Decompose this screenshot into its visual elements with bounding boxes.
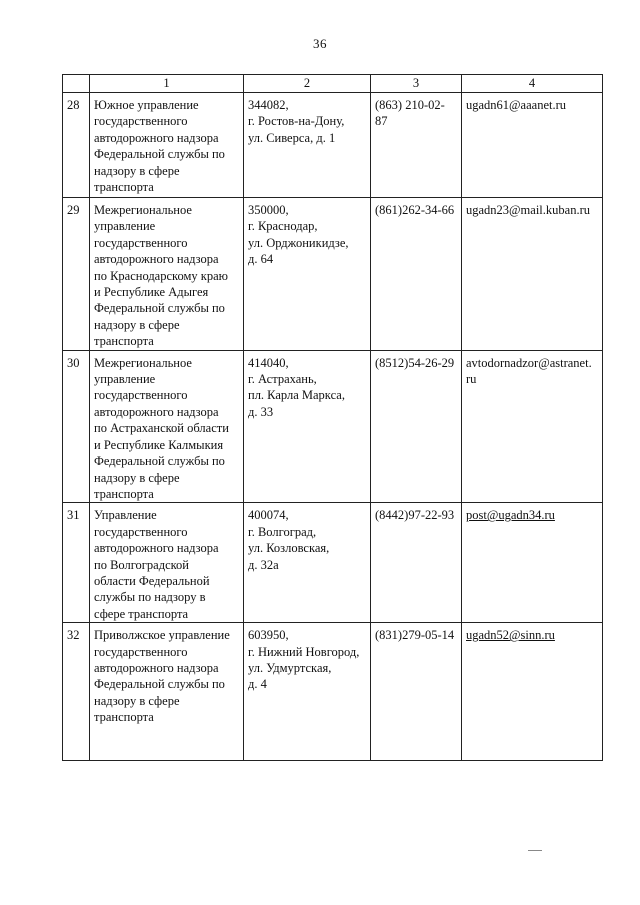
organization-name-text: Приволжское управление государственного автодорожного надзора Федеральной службы по надзору в сфере транспорта: [94, 628, 230, 725]
postal-address: [244, 198, 371, 351]
postal-address: [244, 350, 371, 503]
phone-number-text: (8442)97-22-93: [375, 508, 455, 523]
phone-number-text: (8512)54-26-29: [375, 355, 455, 370]
table-row: [63, 623, 603, 761]
email-address: [462, 198, 603, 351]
postal-address-text: 350000, г. Краснодар, ул. Орджоникидзе, д. 64: [248, 203, 349, 267]
table-row: [63, 93, 603, 198]
table-row: [63, 350, 603, 503]
organization-name: [90, 198, 244, 351]
organization-name-text: Межрегиональное управление государственного автодорожного надзора по Астраханской области и Республике Калмыкия Федеральной службы по надзору в сфере транспорта: [94, 355, 229, 501]
organization-name-text: Южное управление государственного автодорожного надзора Федеральной службы по надзору в сфере транспорта: [94, 98, 225, 195]
email-link[interactable]: ugadn52@sinn.ru: [466, 628, 555, 643]
postal-address-text: 344082, г. Ростов-на-Дону, ул. Сиверса, д. 1: [248, 98, 345, 145]
row-number: 31: [63, 503, 90, 623]
scan-mark: [528, 850, 542, 851]
postal-address: [244, 93, 371, 198]
header-cell-1: 1: [90, 75, 244, 93]
email-address: [462, 503, 603, 623]
email-link[interactable]: post@ugadn34.ru: [466, 508, 555, 523]
organization-name-text: Управление государственного автодорожного надзора по Волгоградской области Федеральной службы по надзору в сфере транспорта: [94, 508, 219, 621]
phone-number-text: (863) 210-02- 87: [375, 98, 445, 129]
phone-number: [371, 623, 462, 761]
header-row: [63, 75, 603, 93]
row-number: 29: [63, 198, 90, 351]
page-number: 36: [313, 36, 327, 51]
postal-address-text: 414040, г. Астрахань, пл. Карла Маркса, д. 33: [248, 355, 345, 419]
header-cell-num: [63, 75, 90, 93]
table-row: [63, 503, 603, 623]
postal-address: [244, 503, 371, 623]
phone-number-text: (831)279-05-14: [375, 628, 455, 643]
organization-name: [90, 93, 244, 198]
phone-number: [371, 503, 462, 623]
phone-number: [371, 350, 462, 503]
email-address-text: ugadn23@mail.kuban.ru: [466, 203, 590, 217]
organization-name: [90, 623, 244, 761]
postal-address-text: 400074, г. Волгоград, ул. Козловская, д. 32а: [248, 508, 330, 572]
postal-address-text: 603950, г. Нижний Новгород, ул. Удмуртская, д. 4: [248, 628, 360, 692]
email-address: [462, 623, 603, 761]
organization-name: [90, 350, 244, 503]
row-number: 32: [63, 623, 90, 761]
phone-number-text: (861)262-34-66: [375, 203, 455, 217]
header-cell-3: 3: [371, 75, 462, 93]
email-address: [462, 93, 603, 198]
phone-number: [371, 93, 462, 198]
organization-name: [90, 503, 244, 623]
postal-address: [244, 623, 371, 761]
email-address-text: ugadn61@aaanet.ru: [466, 98, 567, 112]
email-address: [462, 350, 603, 503]
email-address-text: avtodornadzor@astranet. ru: [466, 355, 592, 387]
organization-name-text: Межрегиональное управление государственного автодорожного надзора по Краснодарскому краю и Республике Адыгея Федеральной службы по надзору в сфере транспорта: [94, 203, 228, 349]
header-cell-2: 2: [244, 75, 371, 93]
row-number: 30: [63, 350, 90, 503]
phone-number: [371, 198, 462, 351]
row-number: 28: [63, 93, 90, 198]
registry-table: [62, 74, 603, 761]
header-cell-4: 4: [462, 75, 603, 93]
table-row: [63, 198, 603, 351]
